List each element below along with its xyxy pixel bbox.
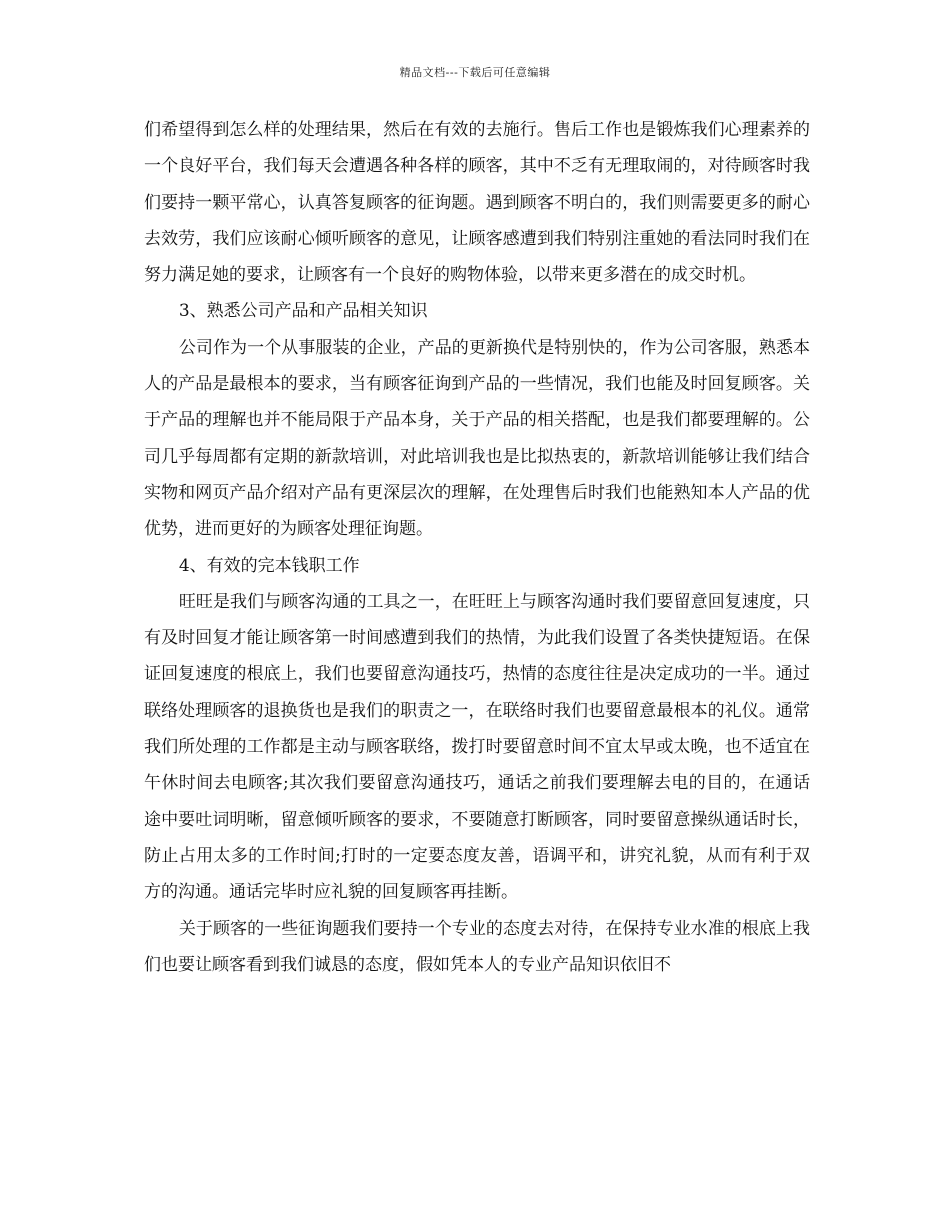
paragraph-wangwang-communication: 旺旺是我们与顾客沟通的工具之一，在旺旺上与顾客沟通时我们要留意回复速度，只有及时回复才能让顾客第一时间感遭到我们的热情，为此我们设置了各类快捷短语。在保证回复速度的根底上，我们也要留意沟通技巧，热情的态度往往是决定成功的一半。通过联络处理顾客的退换货也是我们的职责之一，在联络时我们也要留意最根本的礼仪。通常我们所处理的工作都是主动与顾客联络，拨打时要留意时间不宜太早或太晚，也不适宜在午休时间去电顾客;其次我们要留意沟通技巧，通话之前我们要理解去电的目的，在通话途中要吐词明晰，留意倾听顾客的要求，不要随意打断顾客，同时要留意操纵通话时长，防止占用太多的工作时间;打时的一定要态度友善，语调平和，讲究礼貌，从而有利于双方的沟通。通话完毕时应礼貌的回复顾客再挂断。 (144, 591, 810, 903)
paragraph-product-knowledge: 公司作为一个从事服装的企业，产品的更新换代是特别快的，作为公司客服，熟悉本人的产品是最根本的要求，当有顾客征询到产品的一些情况，我们也能及时回复顾客。关于产品的理解也并不能局限于产品本身，关于产品的相关搭配，也是我们都要理解的。公司几乎每周都有定期的新款培训，对此培训我也是比拟热衷的，新款培训能够让我们结合实物和网页产品介绍对产品有更深层次的理解，在处理售后时我们也能熟知本人产品的优优势，进而更好的为顾客处理征询题。 (144, 337, 810, 540)
section-heading-4: 4、有效的完本钱职工作 (178, 555, 360, 576)
paragraph-customer-inquiries: 关于顾客的一些征询题我们要持一个专业的态度去对待，在保持专业水准的根底上我们也要让顾客看到我们诚恳的态度，假如凭本人的专业产品知识依旧不 (144, 918, 810, 975)
section-heading-3: 3、熟悉公司产品和产品相关知识 (178, 301, 428, 322)
document-body (144, 112, 810, 983)
paragraph-continuation: 们希望得到怎么样的处理结果，然后在有效的去施行。售后工作也是锻炼我们心理素养的一个良好平台，我们每天会遭遇各种各样的顾客，其中不乏有无理取闹的，对待顾客时我们要持一颗平常心，认真答复顾客的征询题。遇到顾客不明白的，我们则需要更多的耐心去效劳，我们应该耐心倾听顾客的意见，让顾客感遭到我们特别注重她的看法同时我们在努力满足她的要求，让顾客有一个良好的购物体验，以带来更多潜在的成交时机。 (144, 120, 810, 286)
page-header: 精品文档---下载后可任意编辑 (399, 66, 551, 79)
